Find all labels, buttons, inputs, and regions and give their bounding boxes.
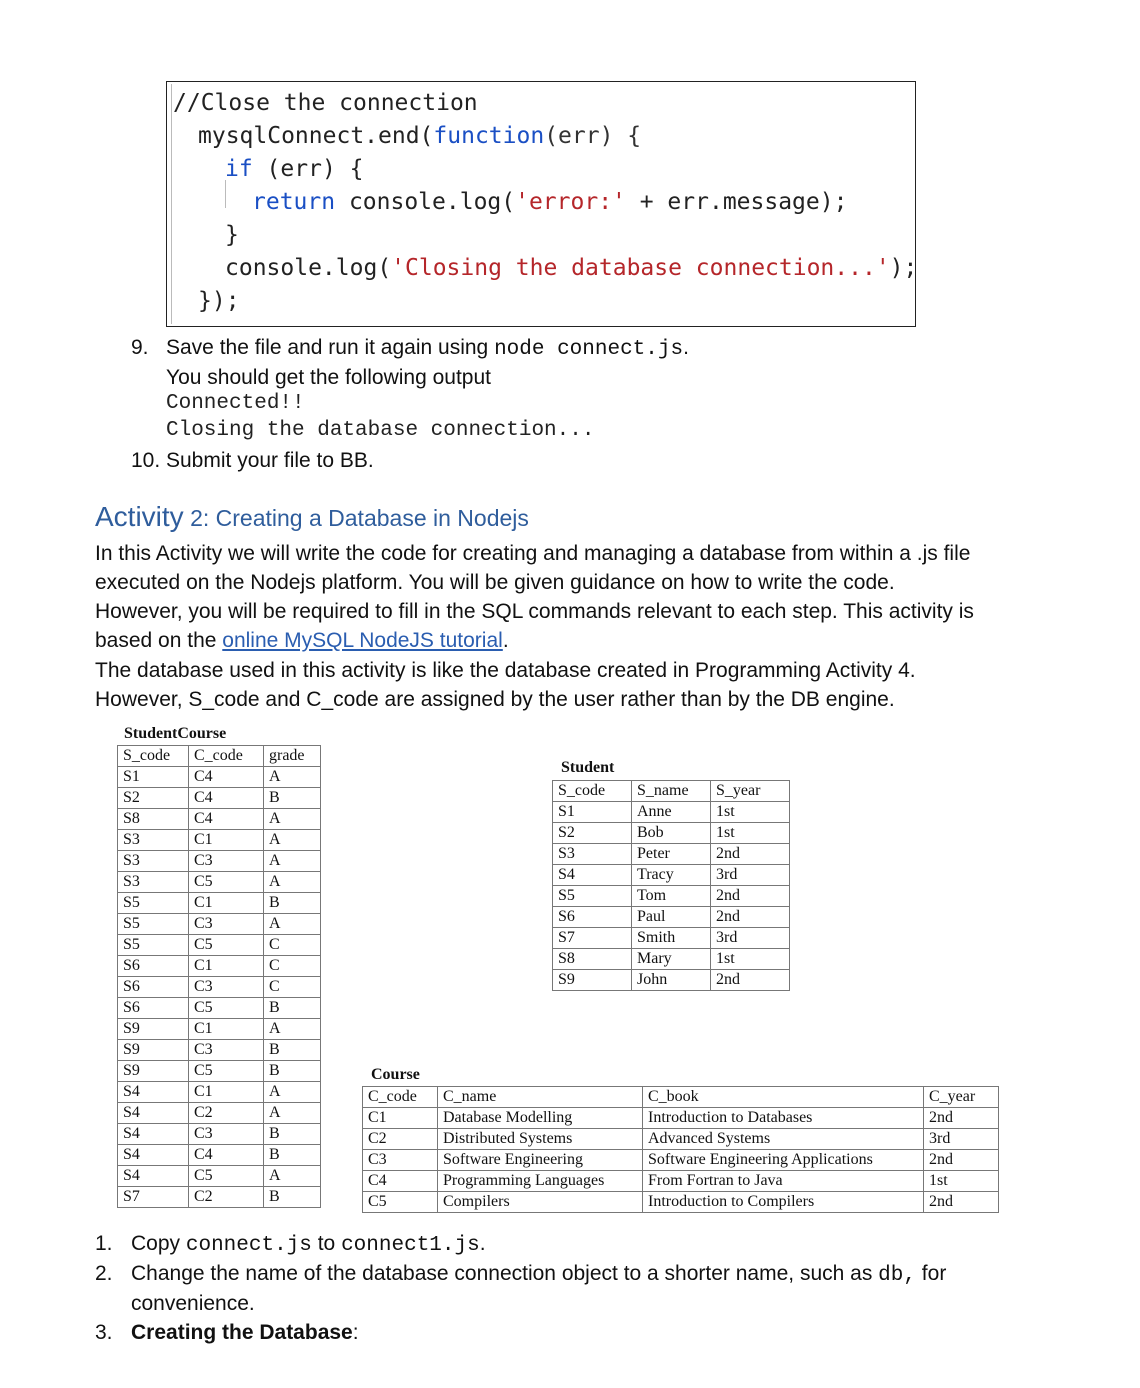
table-cell: S1 [118, 767, 189, 788]
table-row [118, 1103, 321, 1124]
table-cell: S4 [118, 1145, 189, 1166]
table-cell: B [264, 1124, 321, 1145]
column-header: C_code [189, 746, 264, 767]
table-cell: C5 [189, 998, 264, 1019]
activity-paragraph-line: However, S_code and C_code are assigned by the user rather than by the DB engine. [95, 688, 895, 711]
table-cell: A [264, 914, 321, 935]
activity-paragraph-line: executed on the Nodejs platform. You will be given guidance on how to write the code. [95, 571, 895, 594]
step-10-number: 10. [131, 449, 161, 472]
output-line-2: Closing the database connection... [166, 419, 595, 442]
table-cell: S3 [118, 830, 189, 851]
student-course-caption: StudentCourse [124, 725, 227, 742]
activity-paragraph-line: In this Activity we will write the code for creating and managing a database from within a .js file [95, 542, 971, 565]
student-table [552, 780, 790, 991]
table-row [553, 865, 790, 886]
course-table [362, 1086, 999, 1213]
table-cell: 2nd [924, 1108, 999, 1129]
step-10-text: Submit your file to BB. [166, 449, 374, 472]
table-cell: 3rd [924, 1129, 999, 1150]
table-row [118, 998, 321, 1019]
course-caption: Course [371, 1066, 420, 1083]
output-line-1: Connected!! [166, 392, 305, 415]
step-2-line2: convenience. [131, 1292, 255, 1315]
table-cell: S9 [118, 1040, 189, 1061]
table-cell: S7 [553, 928, 632, 949]
table-cell: C1 [189, 1019, 264, 1040]
table-cell: 2nd [711, 886, 790, 907]
table-cell: Software Engineering [438, 1150, 643, 1171]
table-header-row [553, 781, 790, 802]
table-cell: S9 [553, 970, 632, 991]
table-cell: S6 [118, 977, 189, 998]
table-cell: C3 [189, 1040, 264, 1061]
table-cell: A [264, 851, 321, 872]
table-row [363, 1171, 999, 1192]
table-cell: 2nd [711, 844, 790, 865]
table-cell: S4 [118, 1166, 189, 1187]
table-row [118, 1019, 321, 1040]
table-cell: Compilers [438, 1192, 643, 1213]
table-cell: S4 [553, 865, 632, 886]
table-cell: 1st [711, 802, 790, 823]
table-cell: 1st [924, 1171, 999, 1192]
column-header: S_name [632, 781, 711, 802]
code-line-4: return console.log('error:' + err.message); [252, 189, 848, 215]
table-cell: C1 [189, 893, 264, 914]
table-row [553, 844, 790, 865]
table-cell: S6 [553, 907, 632, 928]
column-header: grade [264, 746, 321, 767]
table-row [118, 788, 321, 809]
table-row [118, 914, 321, 935]
table-cell: B [264, 1040, 321, 1061]
code-comment: //Close the connection [173, 90, 478, 116]
table-cell: C1 [189, 956, 264, 977]
table-cell: C1 [363, 1108, 438, 1129]
table-cell: S7 [118, 1187, 189, 1208]
table-row [553, 802, 790, 823]
table-cell: S8 [118, 809, 189, 830]
table-cell: C5 [189, 1061, 264, 1082]
table-cell: A [264, 1166, 321, 1187]
table-row [118, 935, 321, 956]
table-cell: Tom [632, 886, 711, 907]
table-cell: S2 [118, 788, 189, 809]
table-cell: A [264, 767, 321, 788]
table-row [118, 872, 321, 893]
table-row [118, 1061, 321, 1082]
table-cell: S3 [118, 851, 189, 872]
column-header: C_code [363, 1087, 438, 1108]
table-row [553, 907, 790, 928]
table-cell: S9 [118, 1061, 189, 1082]
table-cell: 2nd [711, 907, 790, 928]
column-header: S_code [553, 781, 632, 802]
table-cell: S6 [118, 998, 189, 1019]
table-row [118, 1166, 321, 1187]
table-row [118, 893, 321, 914]
table-cell: Smith [632, 928, 711, 949]
table-cell: S5 [118, 935, 189, 956]
table-cell: 1st [711, 949, 790, 970]
table-row [553, 886, 790, 907]
table-row [363, 1192, 999, 1213]
step-1-number: 1. [95, 1232, 113, 1255]
table-cell: Bob [632, 823, 711, 844]
table-cell: 2nd [924, 1150, 999, 1171]
table-cell: C3 [189, 851, 264, 872]
step-3-text: Creating the Database: [131, 1321, 359, 1344]
table-cell: S4 [118, 1124, 189, 1145]
table-cell: C [264, 935, 321, 956]
column-header: C_book [643, 1087, 924, 1108]
table-cell: Introduction to Databases [643, 1108, 924, 1129]
code-line-3: if (err) { [225, 156, 364, 182]
table-cell: Tracy [632, 865, 711, 886]
activity-paragraph-line: The database used in this activity is like the database created in Programming Activity 4. [95, 659, 916, 682]
code-block [166, 81, 916, 327]
table-cell: S8 [553, 949, 632, 970]
table-row [118, 767, 321, 788]
table-cell: S9 [118, 1019, 189, 1040]
table-cell: C [264, 956, 321, 977]
table-cell: C1 [189, 1082, 264, 1103]
table-cell: S4 [118, 1082, 189, 1103]
table-row [118, 977, 321, 998]
table-cell: Paul [632, 907, 711, 928]
student-course-table [117, 745, 321, 1208]
table-header-row [118, 746, 321, 767]
table-cell: C3 [189, 914, 264, 935]
table-cell: C2 [189, 1187, 264, 1208]
table-header-row [363, 1087, 999, 1108]
table-row [553, 928, 790, 949]
step-2-text: Change the name of the database connection object to a shorter name, such as db, for [131, 1262, 947, 1287]
table-cell: 2nd [711, 970, 790, 991]
step-3-number: 3. [95, 1321, 113, 1344]
table-cell: C5 [189, 872, 264, 893]
step-1-text: Copy connect.js to connect1.js. [131, 1232, 486, 1257]
table-cell: B [264, 1061, 321, 1082]
table-cell: C4 [189, 767, 264, 788]
column-header: S_code [118, 746, 189, 767]
table-cell: Software Engineering Applications [643, 1150, 924, 1171]
table-cell: S3 [118, 872, 189, 893]
table-cell: C5 [363, 1192, 438, 1213]
table-cell: B [264, 788, 321, 809]
step-9-number: 9. [131, 336, 149, 359]
code-line-7: }); [198, 288, 240, 314]
column-header: S_year [711, 781, 790, 802]
table-cell: B [264, 893, 321, 914]
table-cell: B [264, 998, 321, 1019]
indent-guide [171, 84, 172, 324]
table-row [363, 1108, 999, 1129]
table-cell: John [632, 970, 711, 991]
table-cell: S6 [118, 956, 189, 977]
table-cell: S5 [118, 914, 189, 935]
table-row [118, 830, 321, 851]
column-header: C_year [924, 1087, 999, 1108]
table-cell: From Fortran to Java [643, 1171, 924, 1192]
table-cell: Distributed Systems [438, 1129, 643, 1150]
table-cell: S4 [118, 1103, 189, 1124]
table-cell: C2 [189, 1103, 264, 1124]
table-cell: C4 [189, 1145, 264, 1166]
table-cell: 3rd [711, 928, 790, 949]
table-row [363, 1150, 999, 1171]
table-cell: C5 [189, 1166, 264, 1187]
table-row [118, 1040, 321, 1061]
code-line-6: console.log('Closing the database connection...'); [225, 255, 918, 281]
step-9-line2: You should get the following output [166, 366, 491, 389]
step-2-number: 2. [95, 1262, 113, 1285]
table-cell: C4 [189, 788, 264, 809]
table-row [118, 1187, 321, 1208]
column-header: C_name [438, 1087, 643, 1108]
activity-paragraph-line: based on the online MySQL NodeJS tutorial. [95, 629, 509, 652]
table-cell: C3 [189, 1124, 264, 1145]
code-line-5: } [225, 222, 239, 248]
table-cell: Anne [632, 802, 711, 823]
table-cell: 2nd [924, 1192, 999, 1213]
table-cell: S2 [553, 823, 632, 844]
table-row [553, 949, 790, 970]
table-cell: Introduction to Compilers [643, 1192, 924, 1213]
table-cell: Programming Languages [438, 1171, 643, 1192]
table-cell: C3 [363, 1150, 438, 1171]
student-caption: Student [561, 759, 615, 776]
table-cell: C2 [363, 1129, 438, 1150]
table-cell: A [264, 1103, 321, 1124]
table-cell: C4 [363, 1171, 438, 1192]
table-cell: Database Modelling [438, 1108, 643, 1129]
table-cell: C5 [189, 935, 264, 956]
table-cell: Mary [632, 949, 711, 970]
table-row [118, 1124, 321, 1145]
table-row [553, 823, 790, 844]
table-cell: B [264, 1187, 321, 1208]
table-row [553, 970, 790, 991]
activity-heading: Activity 2: Creating a Database in Nodejs [95, 501, 529, 532]
code-line-2: mysqlConnect.end(function(err) { [198, 123, 642, 149]
table-cell: Peter [632, 844, 711, 865]
step-9-text: Save the file and run it again using node connect.js. [166, 336, 689, 361]
table-cell: Advanced Systems [643, 1129, 924, 1150]
table-cell: A [264, 809, 321, 830]
table-cell: S1 [553, 802, 632, 823]
table-row [363, 1129, 999, 1150]
table-cell: C1 [189, 830, 264, 851]
table-cell: S5 [553, 886, 632, 907]
table-row [118, 851, 321, 872]
indent-guide [225, 180, 226, 208]
table-cell: A [264, 830, 321, 851]
tutorial-link[interactable]: online MySQL NodeJS tutorial [222, 629, 503, 652]
table-cell: 1st [711, 823, 790, 844]
table-cell: A [264, 1019, 321, 1040]
table-cell: A [264, 1082, 321, 1103]
table-cell: C4 [189, 809, 264, 830]
table-cell: S3 [553, 844, 632, 865]
table-cell: S5 [118, 893, 189, 914]
table-cell: A [264, 872, 321, 893]
table-cell: 3rd [711, 865, 790, 886]
table-row [118, 809, 321, 830]
table-row [118, 1082, 321, 1103]
table-cell: B [264, 1145, 321, 1166]
table-cell: C3 [189, 977, 264, 998]
activity-paragraph-line: However, you will be required to fill in the SQL commands relevant to each step. This activity is [95, 600, 974, 623]
table-row [118, 956, 321, 977]
table-row [118, 1145, 321, 1166]
table-cell: C [264, 977, 321, 998]
